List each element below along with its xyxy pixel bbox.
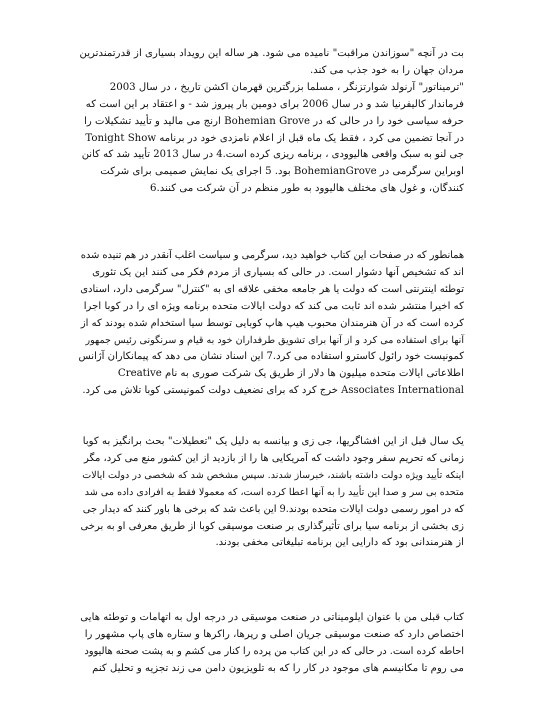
text-line: یک سال قبل از این افشاگریها، جی زی و بیانسه به دلیل یک "تعطیلات" بحث برانگیز به کوبا	[82, 436, 464, 447]
text-line: زمانی که تحریم سفر وجود داشت که آمریکایی ها را از بازدید از این کشور منع می کرد، مگر	[83, 452, 464, 464]
text-line: مردان جهان را به خود جذب می کند.	[309, 64, 464, 76]
text-line: اختصاص دارد که صنعت موسیقی جریان اصلی و رپرها، راکرها و ستاره های پاپ مشهور را	[84, 628, 464, 640]
text-line: در آنجا تضمین می کرد ، فقط یک ماه قبل از اعلام نامزدی خود در برنامه Tonight Show	[85, 132, 464, 144]
paragraph-cuba-hip-hop	[78, 248, 464, 400]
text-line: اطلاعاتی ایالات متحده میلیون ها دلار از طریق یک شرکت صوری به نام Creative	[117, 368, 464, 380]
text-line: حرفه سیاسی خود را در حالی که در Bohemian Grove ارنج می مالید و تأیید تشکیلات را	[84, 115, 464, 127]
text-line: که در امور رسمی دولت ایالات متحده بودند.9 این باعث شد که برخی ها باور کنند که دیدار جی	[82, 503, 464, 515]
text-line: زی بخشی از برنامه سیا برای تأثیرگذاری بر صنعت موسیقی کوبا از طریق معرفی او به برخی	[80, 520, 464, 532]
paragraph-bohemian-grove	[78, 46, 464, 198]
text-line: اوبراین سرگرمی در BohemianGrove بود. 5 اجرای یک نمایش صمیمی برای شرکت	[100, 166, 464, 178]
text-line: می روم تا مکانیسم های موجود در کار را که به تلویزیون دامن می زند تجزیه و تحلیل کنم	[92, 662, 464, 674]
paragraph-jay-z-beyonce	[78, 434, 464, 552]
text-line: که اخیرا منتشر شده اند ثابت می کند که دولت ایالات متحده برنامه ویژه ای را در کوبا اجرا	[83, 300, 464, 312]
text-line: از هنرمندانی بود که دارایی این برنامه تبلیغاتی مخفی بودند.	[215, 537, 464, 549]
text-line: کنندگان، و غول های مختلف هالیوود به طور منظم در آن شرکت می کنند.6	[150, 183, 464, 195]
text-line: کتاب قبلی من با عنوان ایلومیناتی در صنعت موسیقی در درجه اول به اتهامات و توطئه هایی	[80, 612, 464, 623]
text-line: اند که تشخیص آنها دشوار است. در حالی که بسیاری از مردم فکر می کنند این یک تئوری	[92, 266, 464, 278]
text-line: متحده بی سر و صدا این تأیید را به آنها اعطا کرده است، که معمولا فقط به افرادی داده می شد	[84, 486, 464, 498]
text-line: احاطه کرده است. در حالی که در این کتاب من پرده را کنار می کشم و به پشت صحنه هالیوود	[84, 645, 464, 657]
text-line: جی لنو به سبک واقعی هالیوودی ، برنامه ریزی کرده است.4 در سال 2013 تأیید شد که کانن	[81, 149, 464, 161]
text-line: آنها برای استفاده می کرد و از آنها برای تشویق طرفداران خود به قیام و سرنگونی رئیس جمهور	[85, 334, 464, 346]
paragraph-previous-book	[78, 610, 464, 678]
text-line: همانطور که در صفحات این کتاب خواهید دید، سرگرمی و سیاست اغلب آنقدر در هم تنیده شده	[80, 250, 464, 261]
text-line: کمونیست خود رائول کاسترو استفاده می کرد.7 این اسناد نشان می دهد که پیمانکاران آژانس	[78, 351, 464, 363]
text-line: "ترمیناتور" آرنولد شوارتزنگر ، مسلما بزرگترین قهرمان اکشن تاریخ ، در سال 2003	[109, 81, 464, 93]
text-line: بت در آنچه "سوزاندن مراقبت" نامیده می شود. هر ساله این رویداد بسیاری از قدرتمندترین	[79, 48, 464, 59]
text-line: کرده است که در آن هنرمندان محبوب هیپ هاپ کوبایی توسط سیا استخدام شده بودند که از	[80, 317, 464, 329]
text-line: Associates International خرج کرد که برای تضعیف دولت کمونیستی کوبا تلاش می کرد.	[82, 385, 464, 397]
text-line: توطئه اینترنتی است که دولت یا هر جامعه مخفی علاقه ای به "کنترل" سرگرمی دارد، اسنادی	[80, 283, 464, 295]
text-line: فرماندار کالیفرنیا شد و در سال 2006 برای دومین بار پیروز شد - و اعتقاد بر این است که	[85, 98, 464, 110]
text-line: اینکه تأیید ویژه دولت داشته باشند، خبرساز شدند. سپس مشخص شد که شخصی در دولت ایالات	[82, 469, 464, 481]
